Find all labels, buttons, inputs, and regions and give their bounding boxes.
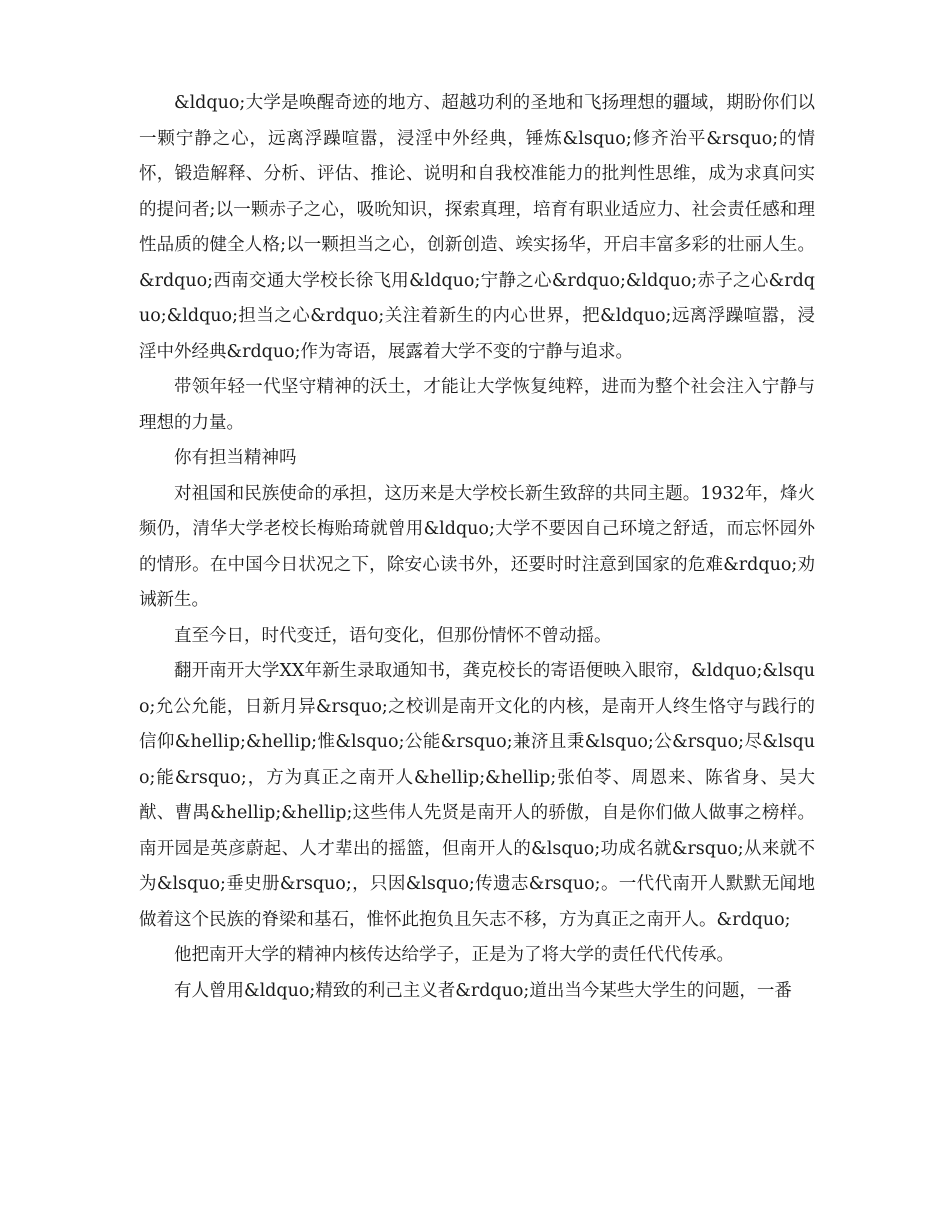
paragraph-2: 带领年轻一代坚守精神的沃土，才能让大学恢复纯粹，进而为整个社会注入宁静与理想的力量。 [139, 377, 815, 433]
section-heading: 你有担当精神吗 [174, 448, 297, 468]
paragraph-5: 翻开南开大学XX年新生录取通知书，龚克校长的寄语便映入眼帘，&ldquo;&lsquo;允公允能，日新月异&rsquo;之校训是南开文化的内核，是南开人终生恪守与践行的信仰&hellip;&hellip;惟&lsquo;公能&rsquo;兼济且秉&lsquo;公&rsquo;尽&lsquo;能&rsquo;，方为真正之南开人&hellip;&hellip;张伯苓、周恩来、陈省身、吴大猷、曹禺&hellip;&hellip;这些伟人先贤是南开人的骄傲，自是你们做人做事之榜样。南开园是英彦蔚起、人才辈出的摇篮，但南开人的&lsquo;功成名就&rsquo;从来就不为&lsquo;垂史册&rsquo;，只因&lsquo;传遗志&rsquo;。一代代南开人默默无闻地做着这个民族的脊梁和基石，惟怀此抱负且矢志不移，方为真正之南开人。&rdquo; [139, 661, 815, 930]
paragraph-3: 对祖国和民族使命的承担，这历来是大学校长新生致辞的共同主题。1932年，烽火频仍，清华大学老校长梅贻琦就曾用&ldquo;大学不要因自己环境之舒适，而忘怀园外的情形。在中国今日状况之下，除安心读书外，还要时时注意到国家的危难&rdquo;劝诫新生。 [139, 483, 815, 610]
paragraph-7: 有人曾用&ldquo;精致的利己主义者&rdquo;道出当今某些大学生的问题，一番 [174, 980, 792, 1001]
paragraph-4: 直至今日，时代变迁，语句变化，但那份情怀不曾动摇。 [174, 625, 612, 646]
article-body [139, 86, 815, 1009]
paragraph-1: &ldquo;大学是唤醒奇迹的地方、超越功利的圣地和飞扬理想的疆域，期盼你们以一颗宁静之心，远离浮躁喧嚣，浸淫中外经典，锤炼&lsquo;修齐治平&rsquo;的情怀，锻造解释、分析、评估、推论、说明和自我校准能力的批判性思维，成为求真问实的提问者;以一颗赤子之心，吸吮知识，探索真理，培育有职业适应力、社会责任感和理性品质的健全人格;以一颗担当之心，创新创造、竢实扬华，开启丰富多彩的壮丽人生。&rdquo;西南交通大学校长徐飞用&ldquo;宁静之心&rdquo;&ldquo;赤子之心&rdquo;&ldquo;担当之心&rdquo;关注着新生的内心世界，把&ldquo;远离浮躁喧嚣，浸淫中外经典&rdquo;作为寄语，展露着大学不变的宁静与追求。 [139, 93, 815, 362]
paragraph-6: 他把南开大学的精神内核传达给学子，正是为了将大学的责任代代传承。 [174, 945, 734, 965]
